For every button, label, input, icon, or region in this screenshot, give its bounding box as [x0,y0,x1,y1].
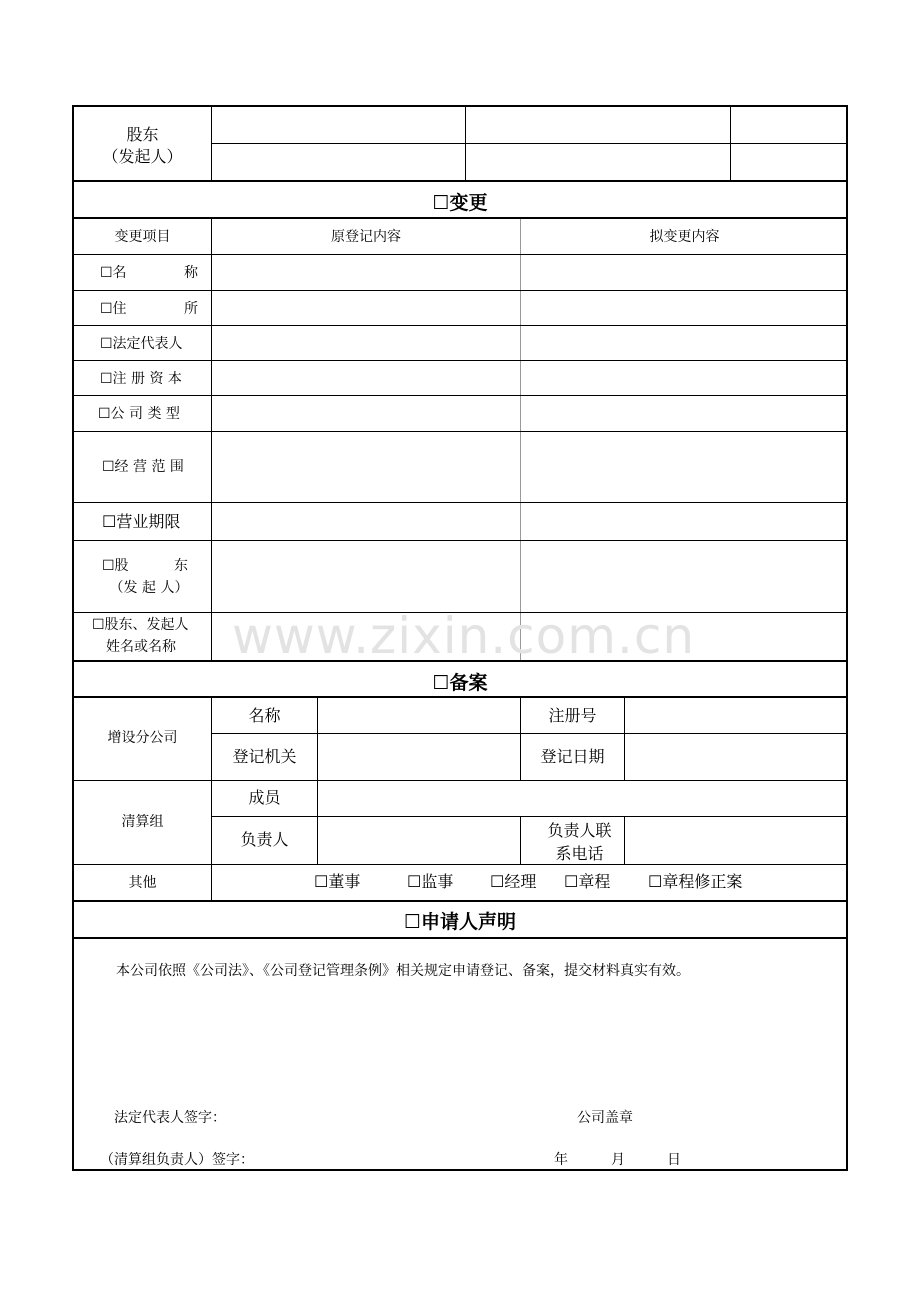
other-option-articles[interactable]: ☐章程 [564,872,611,891]
liquidation-signature-label: （清算组负责人）签字： [100,1152,254,1168]
branch-date-field[interactable] [625,734,848,780]
change-item-sublabel: 姓名或名称 [106,639,176,655]
shareholder-extra-field-2[interactable] [731,144,848,180]
change-item-label: 东 [174,558,188,574]
divider [74,431,848,432]
other-option-articles-amendment[interactable]: ☐章程修正案 [648,872,743,891]
shareholder-name-field-2[interactable] [212,144,465,180]
branch-label: 增设分公司 [107,730,178,746]
branch-authority-label: 登记机关 [232,747,297,766]
branch-name-label: 名称 [248,706,281,725]
shareholder-id-field-2[interactable] [466,144,730,180]
date-day-label: 日 [667,1152,681,1168]
shareholder-name-field-1[interactable] [212,107,465,143]
change-item-sublabel: （发 起 人） [109,580,189,596]
declaration-section-title[interactable]: ☐申请人声明 [403,911,517,933]
filing-section-title[interactable]: ☐备案 [432,672,488,694]
date-month-label: 月 [611,1152,625,1168]
change-item-label: ☐名 [100,265,127,281]
divider [74,864,848,865]
shareholder-label: 股东 （发起人） [102,125,183,166]
branch-reg-no-label: 注册号 [548,706,597,725]
other-option-manager[interactable]: ☐经理 [490,872,537,891]
change-item-capital[interactable]: ☐注 册 资 本 [100,371,182,387]
change-item-label: 所 [184,301,198,317]
shareholder-id-field-1[interactable] [466,107,730,143]
branch-name-field[interactable] [318,698,520,733]
declaration-statement: 本公司依照《公司法》、《公司登记管理条例》相关规定申请登记、备案，提交材料真实有效。 [116,963,690,979]
branch-reg-no-field[interactable] [625,698,848,733]
liquidation-members-label: 成员 [248,788,281,807]
liquidation-leader-label: 负责人 [240,830,289,849]
other-label: 其他 [128,875,157,891]
liquidation-phone-label: 负责人联 系电话 [547,821,612,863]
column-header-original: 原登记内容 [331,229,401,245]
change-item-address[interactable] [100,302,198,316]
divider [74,900,848,902]
registration-form [72,105,848,1171]
divider [74,290,848,291]
change-item-label: ☐住 [100,301,127,317]
divider [74,180,848,182]
other-option-supervisor[interactable]: ☐监事 [407,872,454,891]
change-item-shareholder[interactable] [102,559,188,573]
change-item-legal-rep[interactable]: ☐法定代表人 [100,336,183,352]
divider [74,325,848,326]
other-option-director[interactable]: ☐董事 [314,872,361,891]
change-item-business-term[interactable]: ☐营业期限 [102,512,181,531]
shareholder-extra-field-1[interactable] [731,107,848,143]
divider [74,395,848,396]
divider [74,254,848,255]
divider [520,219,521,660]
change-item-label: 称 [184,265,198,281]
liquidation-label: 清算组 [121,814,164,830]
company-seal-label: 公司盖章 [577,1110,633,1126]
change-item-name[interactable] [100,266,198,280]
liquidation-members-field[interactable] [318,781,848,816]
date-year-label: 年 [554,1152,568,1168]
liquidation-phone-field[interactable] [625,817,848,864]
liquidation-leader-field[interactable] [318,817,520,864]
branch-date-label: 登记日期 [540,747,605,766]
legal-rep-signature-label: 法定代表人签字： [114,1110,226,1126]
change-item-business-scope[interactable]: ☐经 营 范 围 [102,459,184,475]
divider [74,502,848,503]
divider [74,937,848,939]
change-item-shareholder-names[interactable]: ☐股东、发起人 [92,617,189,633]
column-header-proposed: 拟变更内容 [649,229,720,245]
divider [74,360,848,361]
change-item-label: ☐股 [102,558,129,574]
branch-authority-field[interactable] [318,734,520,780]
watermark: www.zixin.com.cn [232,607,696,665]
divider [74,540,848,541]
divider [74,217,848,219]
change-section-title[interactable]: ☐变更 [432,192,488,214]
column-header-item: 变更项目 [114,229,171,245]
change-item-company-type[interactable]: ☐公 司 类 型 [98,406,180,422]
